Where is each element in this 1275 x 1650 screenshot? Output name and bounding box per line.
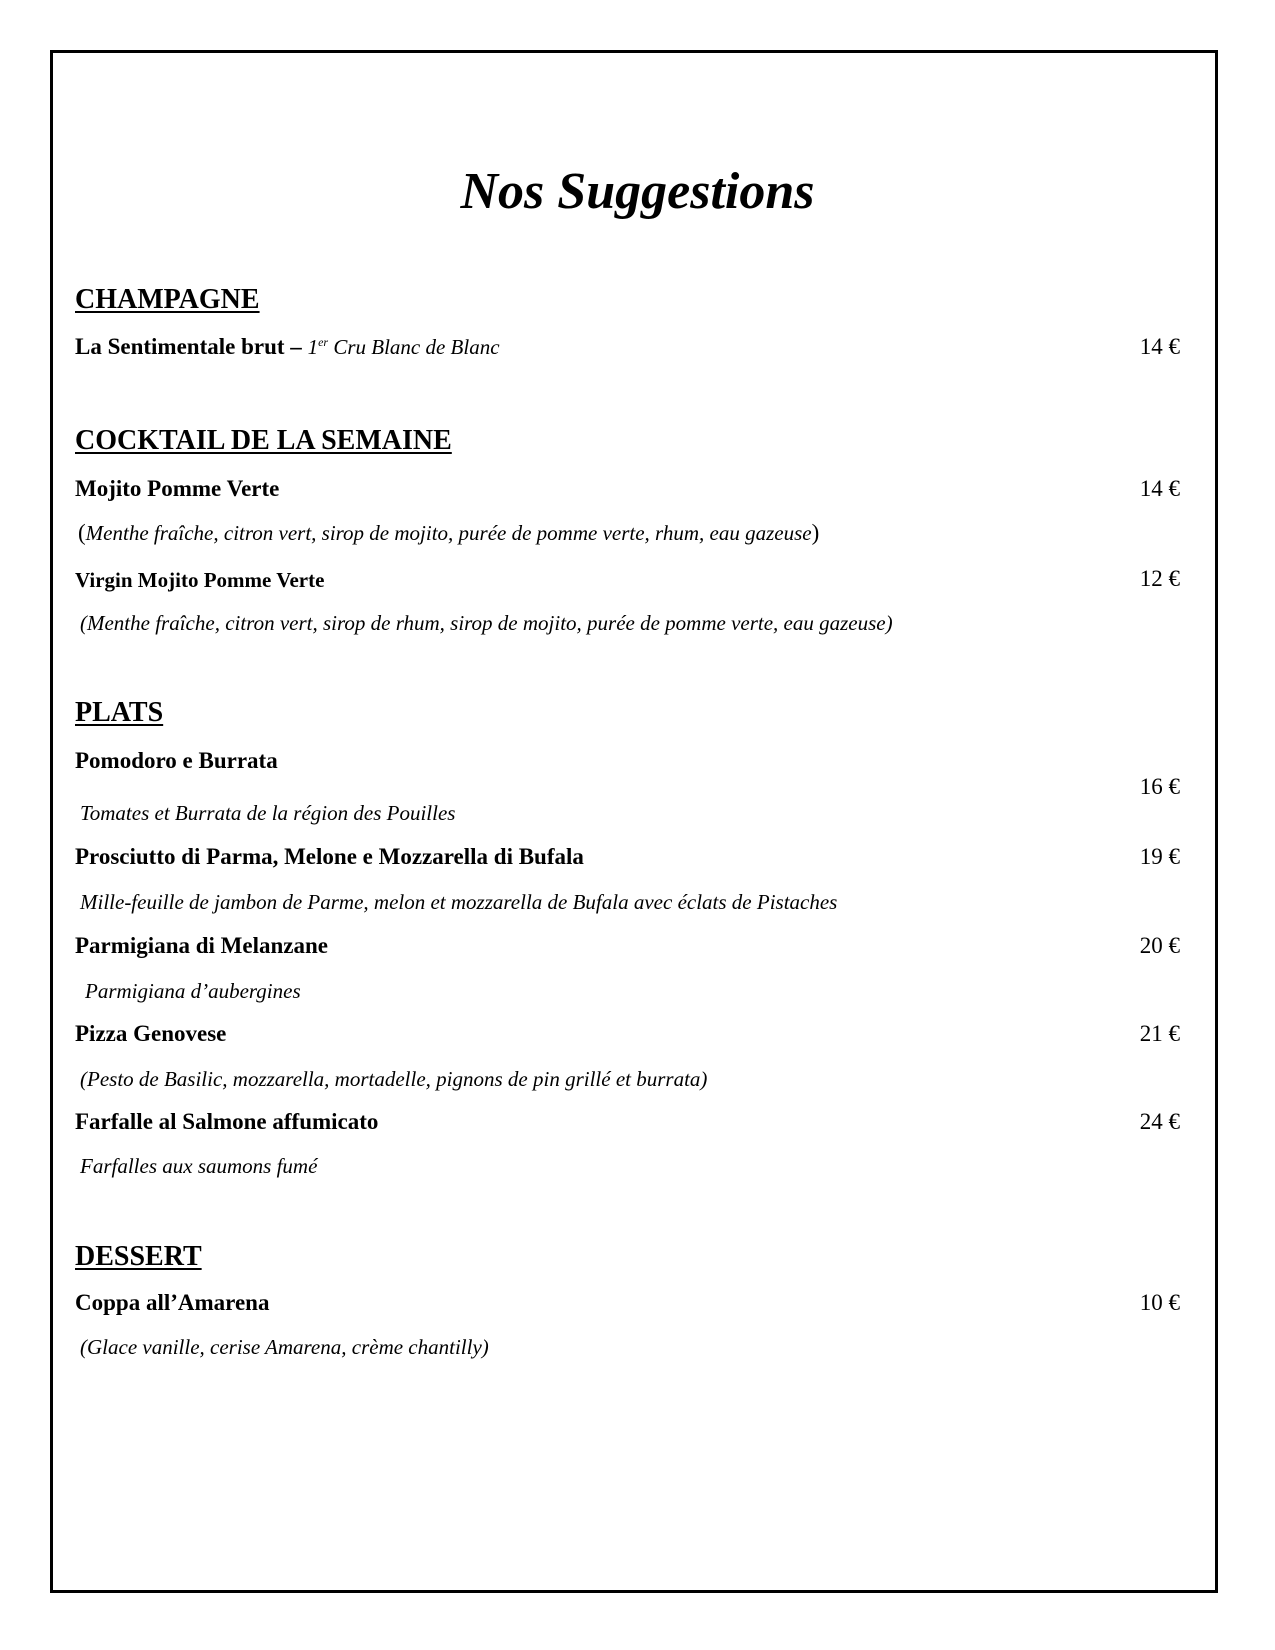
menu-item-name: Coppa all’Amarena [75, 1290, 270, 1315]
menu-item-description: Tomates et Burrata de la région des Pouilles [80, 801, 456, 825]
menu-item-name: Prosciutto di Parma, Melone e Mozzarella di Bufala [75, 844, 584, 869]
section-heading-plats: PLATS [75, 697, 164, 728]
menu-item-name: Virgin Mojito Pomme Verte [75, 568, 325, 592]
menu-item-description: (Pesto de Basilic, mozzarella, mortadelle, pignons de pin grillé et burrata) [80, 1067, 708, 1091]
menu-item-price: 10 € [1139, 1290, 1180, 1315]
menu-item-description: Farfalles aux saumons fumé [80, 1154, 318, 1178]
menu-item-subtitle [308, 335, 500, 359]
menu-item-name: Farfalle al Salmone affumicato [75, 1109, 379, 1134]
menu-item-price: 24 € [1139, 1109, 1180, 1134]
menu-item-name: Parmigiana di Melanzane [75, 933, 328, 958]
menu-item-price: 19 € [1139, 844, 1180, 869]
menu-item-price: 16 € [1139, 774, 1180, 799]
subtitle-superscript: er [318, 335, 329, 349]
menu-item-name [75, 333, 500, 361]
subtitle-rest: Cru Blanc de Blanc [328, 335, 500, 359]
menu-item-name: Mojito Pomme Verte [75, 476, 280, 501]
menu-item-title: La Sentimentale brut – [75, 334, 308, 359]
menu-item-price: 21 € [1139, 1021, 1180, 1046]
subtitle-number: 1 [307, 335, 319, 359]
menu-item-description: Mille-feuille de jambon de Parme, melon et mozzarella de Bufala avec éclats de Pistaches [80, 890, 838, 914]
menu-item-name: Pizza Genovese [75, 1021, 227, 1046]
menu-item-description: Parmigiana d’aubergines [85, 979, 301, 1003]
menu-item-price: 14 € [1139, 476, 1180, 501]
menu-item-price: 14 € [1139, 334, 1180, 359]
menu-item-description: (Menthe fraîche, citron vert, sirop de rhum, sirop de mojito, purée de pomme verte, eau gazeuse) [80, 611, 893, 635]
menu-item-description: (Glace vanille, cerise Amarena, crème chantilly) [80, 1335, 489, 1359]
desc-open-paren: ( [78, 520, 86, 545]
menu-item-description [78, 519, 819, 547]
page-title: Nos Suggestions [460, 163, 815, 220]
menu-item-name: Pomodoro e Burrata [75, 748, 278, 773]
menu-item-price: 12 € [1139, 566, 1180, 591]
desc-text: Menthe fraîche, citron vert, sirop de mojito, purée de pomme verte, rhum, eau gazeuse [85, 521, 812, 545]
desc-close-paren: ) [811, 520, 820, 545]
section-heading-cocktail: COCKTAIL DE LA SEMAINE [75, 425, 452, 456]
section-heading-dessert: DESSERT [75, 1241, 202, 1272]
menu-item-price: 20 € [1139, 933, 1180, 958]
section-heading-champagne: CHAMPAGNE [75, 284, 260, 315]
